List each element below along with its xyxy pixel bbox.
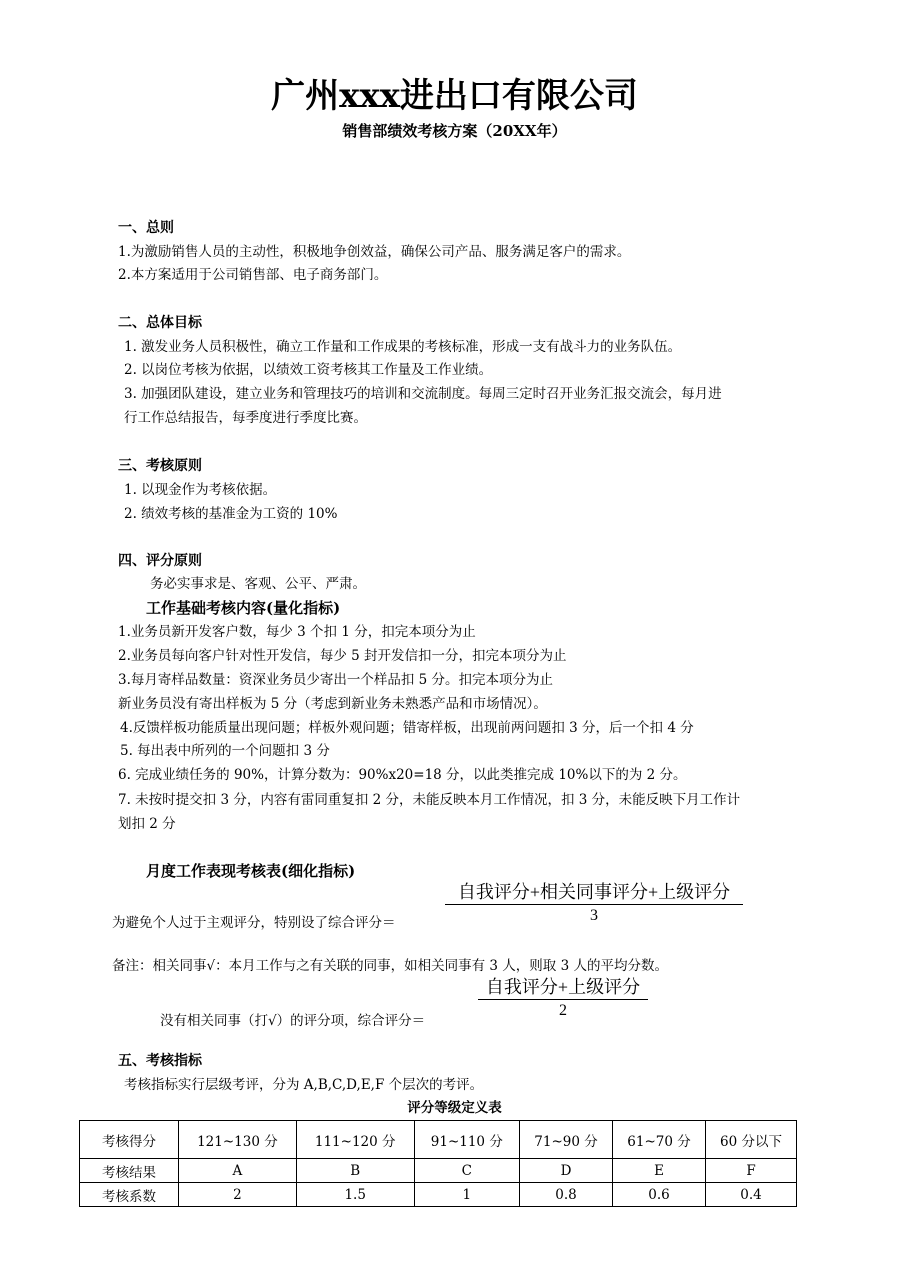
monthly-assessment-title: 月度工作表现考核表(细化指标) [146,862,356,880]
table-cell: 1 [414,1183,519,1207]
formula2-prefix: 没有相关同事（打√）的评分项，综合评分＝ [160,1013,426,1029]
formula2-numerator: 自我评分+上级评分 [478,975,648,1000]
formula2-fraction [478,975,648,1022]
general-item: 1.为激励销售人员的主动性，积极地争创效益，确保公司产品、服务满足客户的需求。 [118,244,631,260]
scoring-item: 新业务员没有寄出样板为 5 分（考虑到新业务未熟悉产品和市场情况）。 [118,696,547,712]
table-cell: E [613,1159,706,1183]
goals-item: 2. 以岗位考核为依据，以绩效工资考核其工作量及工作业绩。 [124,362,493,378]
section-heading-principles: 三、考核原则 [118,458,202,474]
table-cell: C [414,1159,519,1183]
table-cell: 0.8 [520,1183,613,1207]
table-row [80,1159,797,1183]
table-cell: 0.4 [706,1183,797,1207]
table-cell: 71~90 分 [520,1121,613,1159]
table-cell: 61~70 分 [613,1121,706,1159]
table-cell: F [706,1159,797,1183]
scoring-item: 3.每月寄样品数量：资深业务员少寄出一个样品扣 5 分。扣完本项分为止 [118,672,554,688]
principles-item: 1. 以现金作为考核依据。 [124,482,277,498]
basic-assessment-title: 工作基础考核内容(量化指标) [146,599,341,617]
table-cell: 0.6 [613,1183,706,1207]
scoring-item: 1.业务员新开发客户数，每少 3 个扣 1 分，扣完本项分为止 [118,624,476,640]
section-heading-scoring: 四、评分原则 [118,553,202,569]
table-cell: B [296,1159,414,1183]
document-subtitle: 销售部绩效考核方案（20XX年） [342,122,567,140]
goals-item: 1. 激发业务人员积极性，确立工作量和工作成果的考核标准，形成一支有战斗力的业务队伍。 [124,339,682,355]
principles-item: 2. 绩效考核的基准金为工资的 10% [124,506,338,522]
grade-table-title: 评分等级定义表 [407,1100,502,1116]
table-cell: A [179,1159,297,1183]
formula2-denominator: 2 [559,1002,567,1019]
table-row [80,1183,797,1207]
table-cell: 91~110 分 [414,1121,519,1159]
scoring-item: 7. 未按时提交扣 3 分，内容有雷同重复扣 2 分，未能反映本月工作情况，扣 3 分，未能反映下月工作计 [118,792,741,808]
formula1-prefix: 为避免个人过于主观评分，特别设了综合评分＝ [112,915,396,931]
goals-item: 行工作总结报告，每季度进行季度比赛。 [124,410,367,426]
table-cell: 考核结果 [80,1159,179,1183]
table-cell: 考核系数 [80,1183,179,1207]
general-item: 2.本方案适用于公司销售部、电子商务部门。 [118,267,388,283]
scoring-item: 划扣 2 分 [118,816,176,832]
section-heading-indicators: 五、考核指标 [118,1053,202,1069]
table-cell: 2 [179,1183,297,1207]
table-row [80,1121,797,1159]
table-cell: 1.5 [296,1183,414,1207]
formula1-numerator: 自我评分+相关同事评分+上级评分 [445,880,743,905]
remark-note: 备注：相关同事√：本月工作与之有关联的同事，如相关同事有 3 人，则取 3 人的平均分数。 [112,958,668,974]
scoring-item: 2.业务员每向客户针对性开发信，每少 5 封开发信扣一分，扣完本项分为止 [118,648,567,664]
formula1-denominator: 3 [590,907,598,924]
table-cell: 121~130 分 [179,1121,297,1159]
table-cell: 111~120 分 [296,1121,414,1159]
section-heading-general: 一、总则 [118,220,174,236]
table-cell: D [520,1159,613,1183]
goals-item: 3. 加强团队建设，建立业务和管理技巧的培训和交流制度。每周三定时召开业务汇报交流会，每月进 [124,386,722,402]
table-cell: 考核得分 [80,1121,179,1159]
scoring-intro: 务必实事求是、客观、公平、严肃。 [150,576,366,592]
document-title: 广州xxx进出口有限公司 [271,76,638,116]
grade-definition-table [79,1120,797,1207]
scoring-item: 5. 每出表中所列的一个问题扣 3 分 [120,743,330,759]
scoring-item: 4.反馈样板功能质量出现问题；样板外观问题；错寄样板，出现前两问题扣 3 分，后一个扣 4 分 [120,720,694,736]
formula1-fraction [445,880,743,927]
table-cell: 60 分以下 [706,1121,797,1159]
scoring-item: 6. 完成业绩任务的 90%，计算分数为：90%x20=18 分，以此类推完成 10%以下的为 2 分。 [118,767,687,783]
indicators-intro: 考核指标实行层级考评，分为 A,B,C,D,E,F 个层次的考评。 [124,1077,484,1093]
section-heading-goals: 二、总体目标 [118,315,202,331]
